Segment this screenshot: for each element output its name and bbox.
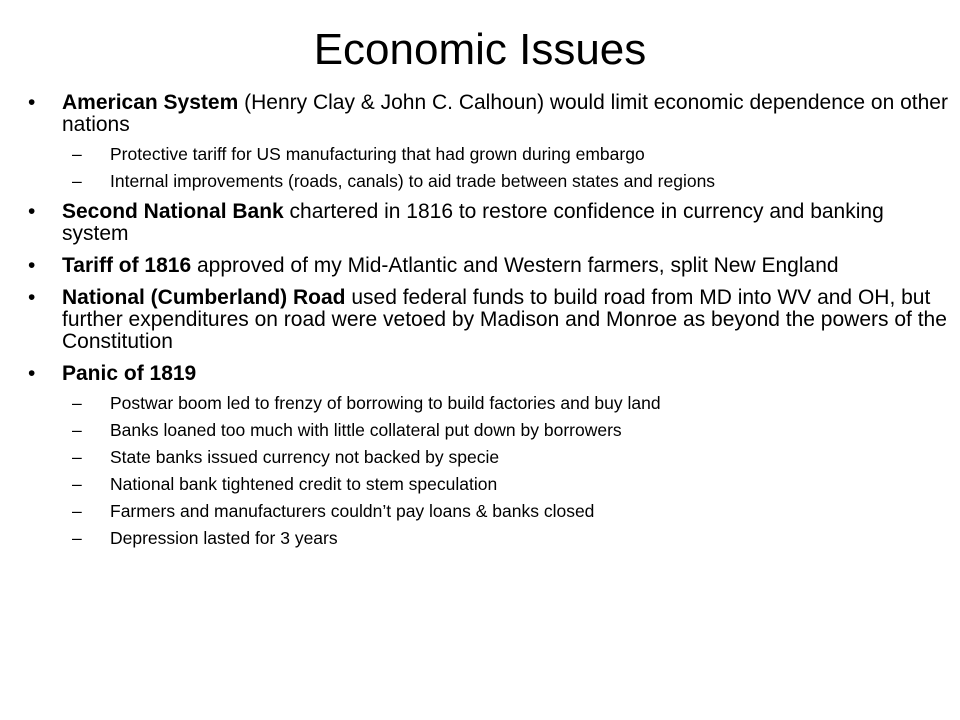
bullet-text bbox=[62, 254, 839, 277]
sub-bullet-list bbox=[62, 144, 948, 191]
sub-bullet-text: Depression lasted for 3 years bbox=[110, 528, 338, 548]
bullet-text bbox=[62, 286, 947, 353]
sub-bullet-list bbox=[62, 393, 948, 548]
sub-bullet-text: Postwar boom led to frenzy of borrowing to build factories and buy land bbox=[110, 393, 661, 413]
sub-bullet-marker: – bbox=[72, 171, 82, 191]
bullet-marker: • bbox=[28, 254, 36, 277]
bullet-marker: • bbox=[28, 286, 36, 309]
slide-title: Economic Issues bbox=[313, 25, 647, 74]
sub-bullet-item bbox=[70, 393, 948, 413]
sub-bullet-marker: – bbox=[72, 144, 82, 164]
sub-bullet-item bbox=[70, 474, 948, 494]
bullet-marker: • bbox=[28, 91, 36, 114]
sub-bullet-marker: – bbox=[72, 501, 82, 521]
bullet-bold-text: American System bbox=[62, 91, 239, 114]
bullet-marker: • bbox=[28, 200, 36, 223]
sub-bullet-item bbox=[70, 171, 948, 191]
bullet-bold-text: National (Cumberland) Road bbox=[62, 286, 346, 309]
sub-bullet-item bbox=[70, 501, 948, 521]
sub-bullet-text: National bank tightened credit to stem speculation bbox=[110, 474, 498, 494]
bullet-text bbox=[62, 200, 884, 245]
sub-bullet-item bbox=[70, 447, 948, 467]
sub-bullet-text: Banks loaned too much with little collateral put down by borrowers bbox=[110, 420, 622, 440]
sub-bullet-text: State banks issued currency not backed by specie bbox=[110, 447, 500, 467]
bullet-list bbox=[28, 92, 948, 558]
sub-bullet-item bbox=[70, 144, 948, 164]
bullet-body-text: approved of my Mid-Atlantic and Western farmers, split New England bbox=[191, 254, 839, 277]
sub-bullet-item bbox=[70, 528, 948, 548]
bullet-item bbox=[28, 92, 948, 191]
sub-bullet-marker: – bbox=[72, 447, 82, 467]
sub-bullet-marker: – bbox=[72, 393, 82, 413]
bullet-text bbox=[62, 91, 948, 136]
bullet-item bbox=[28, 363, 948, 548]
sub-bullet-item bbox=[70, 420, 948, 440]
bullet-text bbox=[62, 362, 196, 385]
bullet-body-text: chartered in 1816 to restore confidence in currency and banking system bbox=[62, 200, 884, 245]
sub-bullet-marker: – bbox=[72, 474, 82, 494]
sub-bullet-text: Protective tariff for US manufacturing that had grown during embargo bbox=[110, 144, 645, 164]
sub-bullet-text: Farmers and manufacturers couldn’t pay loans & banks closed bbox=[110, 501, 595, 521]
bullet-item bbox=[28, 287, 948, 353]
bullet-item bbox=[28, 255, 948, 277]
bullet-body-text: used federal funds to build road from MD into WV and OH, but further expenditures on road were vetoed by Madison and Monroe as beyond the powers of the Constitution bbox=[62, 286, 947, 353]
bullet-bold-text: Tariff of 1816 bbox=[62, 254, 192, 277]
sub-bullet-text: Internal improvements (roads, canals) to aid trade between states and regions bbox=[110, 171, 716, 191]
sub-bullet-marker: – bbox=[72, 528, 82, 548]
bullet-bold-text: Second National Bank bbox=[62, 200, 284, 223]
bullet-marker: • bbox=[28, 362, 36, 385]
sub-bullet-marker: – bbox=[72, 420, 82, 440]
bullet-body-text: (Henry Clay & John C. Calhoun) would limit economic dependence on other nations bbox=[62, 91, 948, 136]
bullet-item bbox=[28, 201, 948, 245]
bullet-bold-text: Panic of 1819 bbox=[62, 362, 197, 385]
